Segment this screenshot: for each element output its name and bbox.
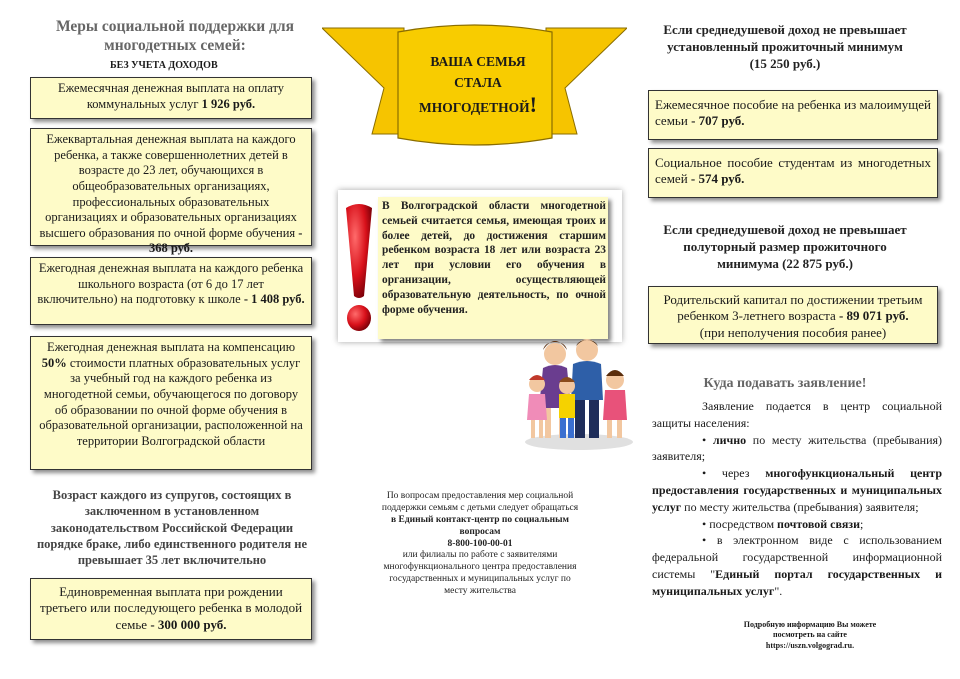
banner-exclamation: ! <box>529 91 537 117</box>
payment-text: стоимости платных образовательных услуг за учебный год на каждого ребенка из многодетной семьи, обучающегося по договору об образовании по очной форме обучения в образовательной организации, расположенной на территории Волгоградской области <box>39 355 303 448</box>
banner-line: МНОГОДЕТНОЙ <box>419 99 530 115</box>
payment-box-quarterly <box>30 128 312 256</box>
apply-item-text: по месту жительства (пребывания) заявителя; <box>681 499 919 514</box>
banner-line: ВАША СЕМЬЯ <box>430 54 526 69</box>
family-illustration <box>515 328 640 453</box>
payment-text: Ежемесячное пособие на ребенка из малоимущей семьи <box>655 97 931 129</box>
contact-text: По вопросам предоставления мер социальной поддержки семьям с детьми следует обращаться <box>381 491 579 513</box>
exclamation-dot <box>347 305 371 331</box>
payment-text: Родительский капитал по достижении третьим ребенком 3-летнего возраста <box>663 292 923 324</box>
apply-item: • через многофункциональный центр предоставления государственных и муниципальных услуг по месту жительства (пребывания) заявителя; <box>652 466 942 514</box>
payment-box-education <box>30 336 312 470</box>
payment-percent: 50% <box>41 355 67 370</box>
payment-amount: 1 926 руб. <box>201 96 256 111</box>
payment-box-capital <box>648 286 938 344</box>
payment-text: Ежемесячная денежная выплата на оплату коммунальных услуг <box>57 81 285 111</box>
income-heading-1: Если среднедушевой доход не превышает установленный прожиточный минимум (15 250 руб.) <box>663 22 907 71</box>
apply-title: Куда подавать заявление! <box>703 376 867 391</box>
payment-box-child-allowance <box>648 90 938 140</box>
apply-item-text: ; <box>860 516 864 531</box>
exclamation-icon <box>340 200 378 338</box>
ribbon-right-tail <box>546 28 627 134</box>
exclamation-bar <box>346 204 372 298</box>
payment-text: Ежегодная денежная выплата на каждого ребенка школьного возраста (от 6 до 17 лет включительно) на подготовку к школе <box>37 261 304 307</box>
payment-amount: - 574 руб. <box>690 171 745 187</box>
apply-intro: Заявление подается в центр социальной защиты населения: <box>652 399 942 430</box>
contact-center: в Единый контакт-центр по социальным вопросам <box>391 514 569 537</box>
payment-box-birth <box>30 578 312 640</box>
age-condition: Возраст каждого из супругов, состоящих в заключенном в установленном законодательством Российской Федерации порядке браке, либо единственного родителя не превышает 35 лет включительно <box>36 488 308 567</box>
contact-text: или филиалы по работе с заявителями многофункционального центра предоставления государственных и муниципальных услуг по месту жительства <box>383 550 577 596</box>
apply-item: • в электронном виде с использованием федеральной государственной информационной системы "Единый портал государственных и муниципальных услуг". <box>652 533 942 598</box>
contact-info <box>380 491 580 598</box>
apply-item-bold: многофункциональный центр предоставления государственных и муниципальных услуг <box>652 466 942 514</box>
payment-amount: - 1 408 руб. <box>243 292 305 307</box>
payment-box-school <box>30 257 312 325</box>
payment-box-utilities <box>30 77 312 119</box>
payment-amount: - 300 000 руб. <box>150 616 227 632</box>
apply-item-text: посредством <box>709 516 778 531</box>
apply-item-text: через <box>721 466 766 481</box>
apply-item-bold: Единый портал государственных и муниципальных услуг <box>652 566 942 598</box>
more-info <box>730 620 890 651</box>
apply-item-text: ". <box>774 583 783 598</box>
banner-text <box>398 52 558 119</box>
payment-text: Единовременная выплата при рождении третьего или последующего ребенка в молодой семье <box>39 584 303 632</box>
site-link[interactable]: https://uszn.volgograd.ru. <box>765 640 855 650</box>
payment-amount: - 89 071 руб. <box>838 308 909 324</box>
ribbon-left-tail <box>322 28 404 134</box>
contact-phone: 8-800-100-00-01 <box>447 538 513 549</box>
banner-line: СТАЛА <box>454 74 502 90</box>
payment-box-student <box>648 148 938 198</box>
payment-text: Ежегодная денежная выплата на компенсацию <box>46 340 296 354</box>
apply-item: • лично по месту жительства (пребывания) заявителя; <box>652 432 943 464</box>
apply-item-bold: почтовой связи <box>777 516 861 531</box>
definition-text: В Волгоградской области многодетной семьей считается семья, имеющая троих и более детей, до достижения старшим ребенком возраста 18 лет или возраста 23 лет при условии его обучения в организации, осуществляющей образовательную деятельность, по очной форме обучения. <box>382 200 606 316</box>
payment-amount: - 368 руб. <box>148 225 303 256</box>
payment-note: (при неполучения пособия ранее) <box>699 324 887 340</box>
apply-item-text: в электронном виде с использованием федеральной государственной информационной системы " <box>652 533 942 581</box>
apply-item: • посредством почтовой связи; <box>702 516 864 531</box>
payment-amount: - 707 руб. <box>691 113 745 129</box>
apply-item-text: по месту жительства (пребывания) заявителя; <box>652 432 943 464</box>
left-subtitle: БЕЗ УЧЕТА ДОХОДОВ <box>110 60 218 71</box>
apply-list <box>652 398 942 600</box>
income-heading-2: Если среднедушевой доход не превышает полуторный размер прожиточного минимума (22 875 руб.) <box>663 222 907 271</box>
more-info-text: Подробную информацию Вы можете посмотреть на сайте <box>743 620 877 640</box>
apply-item-bold: лично <box>712 432 747 447</box>
payment-text: Ежеквартальная денежная выплата на каждого ребенка, а также совершеннолетних детей в возрасте до 23 лет, обучающихся в общеобразовательных организациях, профессиональных образовательных организациях и образовательных организациях высшего образования по очной форме обучения <box>39 132 299 240</box>
left-title: Меры социальной поддержки для многодетных семей: <box>56 18 294 54</box>
payment-text: Социальное пособие студентам из многодетных семей <box>655 155 931 187</box>
